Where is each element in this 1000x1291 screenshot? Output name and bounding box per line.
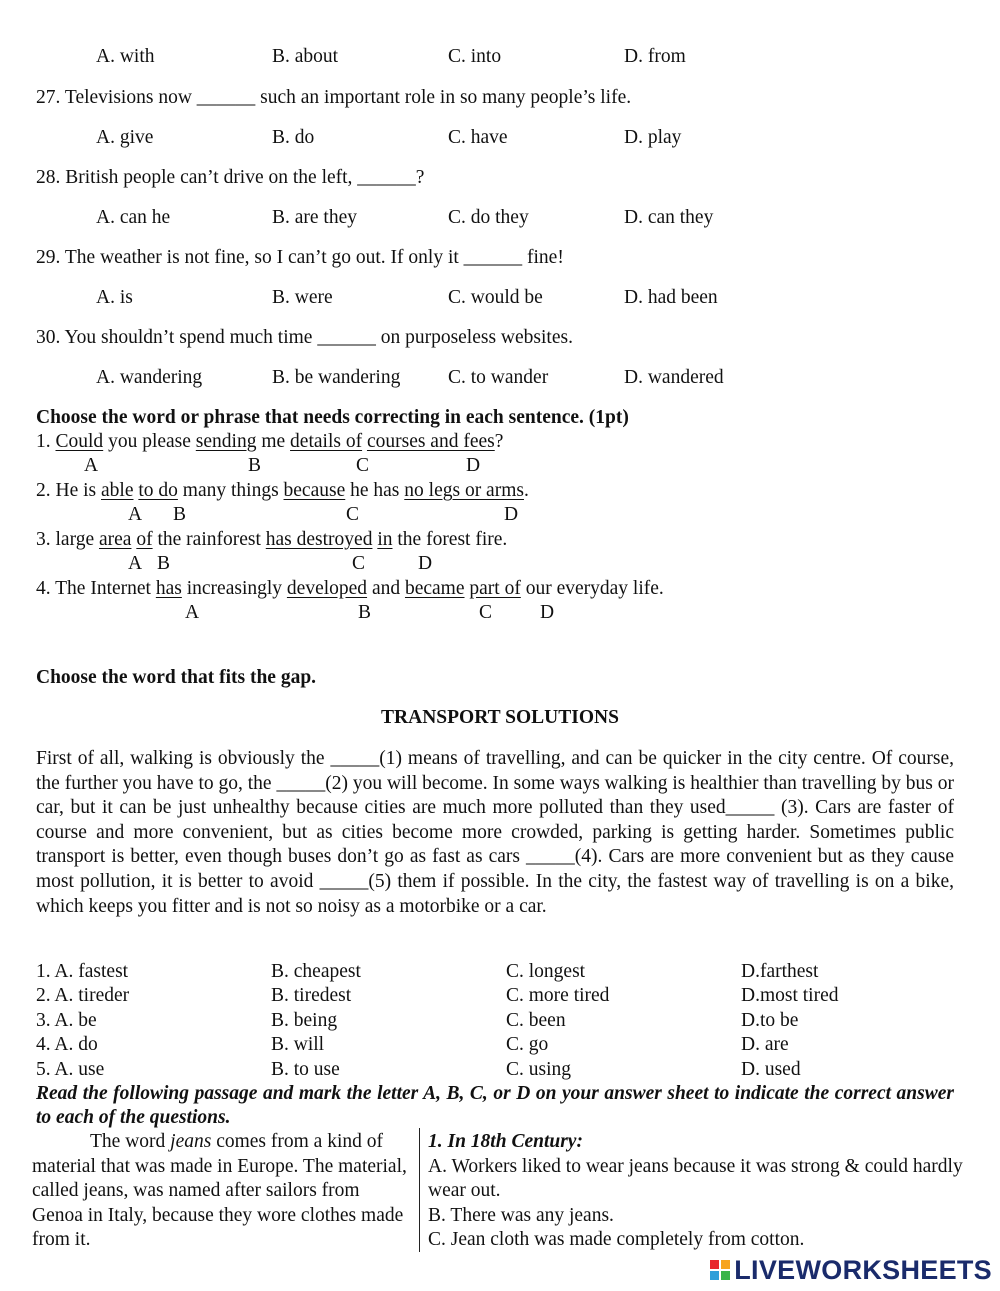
letter-b: B <box>358 602 372 623</box>
underlined-part-c: became <box>404 578 465 599</box>
option-c: C. do they <box>448 207 529 228</box>
letter-d: D <box>418 553 433 574</box>
underlined-part-a: able <box>101 480 134 501</box>
letter-c: C <box>479 602 493 623</box>
option-d: D. wandered <box>624 367 724 388</box>
option-a: 4. A. do <box>36 1034 98 1055</box>
letter-c: C <box>356 455 370 476</box>
underlined-part-d: no legs or arms <box>404 480 524 501</box>
reading-heading: Read the following passage and mark the letter A, B, C, or D on your answer sheet to indicate the correct answer to each of the questions. <box>36 1083 954 1128</box>
option-c: C. into <box>448 46 502 67</box>
option-d: D. used <box>741 1059 801 1080</box>
option-b: B. be wandering <box>272 367 401 388</box>
correction-sentence-3: 3. large area of the rainforest has destroyed in the forest fire. <box>36 529 508 550</box>
correction-heading: Choose the word or phrase that needs correcting in each sentence. (1pt) <box>36 407 629 428</box>
answer-option-b: B. There was any jeans. <box>428 1204 614 1226</box>
option-a: A. give <box>96 127 154 148</box>
option-a: A. is <box>96 287 133 308</box>
column-divider <box>419 1128 420 1252</box>
underlined-part-b: sending <box>195 431 257 452</box>
question-28: 28. British people can’t drive on the left, ______? <box>36 167 425 188</box>
option-d: D. play <box>624 127 682 148</box>
question-27: 27. Televisions now ______ such an important role in so many people’s life. <box>36 87 632 108</box>
option-b: B. cheapest <box>271 961 361 982</box>
underlined-part-a: Could <box>55 431 104 452</box>
letter-b: B <box>157 553 171 574</box>
option-d: D.most tired <box>741 985 839 1006</box>
letter-a: A <box>128 504 143 525</box>
option-a: 3. A. be <box>36 1010 97 1031</box>
underlined-part-d: courses and fees <box>366 431 495 452</box>
letter-d: D <box>504 504 519 525</box>
option-b: B. do <box>272 127 315 148</box>
option-b: B. tiredest <box>271 985 352 1006</box>
answer-option-a: A. Workers liked to wear jeans because it was strong & could hardly wear out. <box>428 1155 963 1202</box>
option-c: C. been <box>506 1010 566 1031</box>
underlined-part-d: part of <box>469 578 521 599</box>
underlined-part-c: has destroyed <box>265 529 373 550</box>
underlined-part-b: of <box>136 529 153 550</box>
option-c: C. to wander <box>448 367 549 388</box>
logo-text: LIVEWORKSHEETS <box>734 1255 992 1285</box>
option-c: C. more tired <box>506 985 610 1006</box>
underlined-part-c: details of <box>290 431 363 452</box>
gapfill-passage: First of all, walking is obviously the _____(1) means of travelling, and can be quicker in the city centre. Of course, the further you have to go, the _____(2) you will become. In some ways walking is healthier than travelling by bus or car, but it can be just unhealthy because cities are much more polluted than they used_____ (3). Cars are faster of course and more convenient, but as cities become more crowded, parking is getting harder. Sometimes public transport is better, even though buses don’t go as fast as cars _____(4). Cars are more convenient but as they cause most pollution, it is better to avoid _____(5) them if possible. In the city, the fastest way of travelling is on a bike, which keeps you fitter and is not so noisy as a motorbike or a car. <box>36 748 954 917</box>
reading-passage: The word jeans comes from a kind of material that was made in Europe. The material, called jeans, was named after sailors from Genoa in Italy, because they wore clothes made from it. <box>32 1131 407 1251</box>
option-d: D.farthest <box>741 961 819 982</box>
passage-title: TRANSPORT SOLUTIONS <box>381 707 619 728</box>
question-title: 1. In 18th Century: <box>428 1131 583 1152</box>
option-c: C. go <box>506 1034 549 1055</box>
option-d: D. can they <box>624 207 714 228</box>
option-a: 5. A. use <box>36 1059 105 1080</box>
option-b: B. will <box>271 1034 325 1055</box>
letter-c: C <box>352 553 366 574</box>
question-29: 29. The weather is not fine, so I can’t go out. If only it ______ fine! <box>36 247 564 268</box>
liveworksheets-logo <box>710 1254 992 1286</box>
option-d: D. are <box>741 1034 789 1055</box>
letter-a: A <box>84 455 99 476</box>
underlined-part-b: to do <box>138 480 178 501</box>
reading-question-1 <box>428 1130 973 1253</box>
option-c: C. would be <box>448 287 543 308</box>
option-a: A. with <box>96 46 155 67</box>
correction-sentence-4: 4. The Internet has increasingly developed and became part of our everyday life. <box>36 578 664 599</box>
option-d: D. had been <box>624 287 718 308</box>
option-d: D. from <box>624 46 686 67</box>
answer-option-c: C. Jean cloth was made completely from cotton. <box>428 1229 805 1251</box>
logo-mark-icon <box>710 1260 730 1280</box>
question-30: 30. You shouldn’t spend much time ______ on purposeless websites. <box>36 327 573 348</box>
option-a: 1. A. fastest <box>36 961 129 982</box>
option-b: B. are they <box>272 207 358 228</box>
option-c: C. longest <box>506 961 586 982</box>
underlined-part-a: area <box>99 529 132 550</box>
correction-sentence-1: 1. Could you please sending me details of courses and fees? <box>36 431 504 452</box>
underlined-part-a: has <box>155 578 182 599</box>
letter-b: B <box>173 504 187 525</box>
option-b: B. were <box>272 287 333 308</box>
option-d: D.to be <box>741 1010 799 1031</box>
option-b: B. to use <box>271 1059 340 1080</box>
underlined-part-d: in <box>377 529 393 550</box>
underlined-part-b: developed <box>286 578 368 599</box>
option-c: C. have <box>448 127 508 148</box>
letter-d: D <box>540 602 555 623</box>
letter-b: B <box>248 455 262 476</box>
letter-a: A <box>128 553 143 574</box>
option-a: 2. A. tireder <box>36 985 130 1006</box>
correction-sentence-2: 2. He is able to do many things because he has no legs or arms. <box>36 480 529 501</box>
letter-a: A <box>185 602 200 623</box>
option-a: A. wandering <box>96 367 203 388</box>
letter-d: D <box>466 455 481 476</box>
underlined-part-c: because <box>283 480 346 501</box>
letter-c: C <box>346 504 360 525</box>
option-b: B. about <box>272 46 339 67</box>
option-b: B. being <box>271 1010 338 1031</box>
italic-word: jeans <box>170 1131 212 1152</box>
option-c: C. using <box>506 1059 572 1080</box>
option-a: A. can he <box>96 207 171 228</box>
gapfill-heading: Choose the word that fits the gap. <box>36 667 317 688</box>
